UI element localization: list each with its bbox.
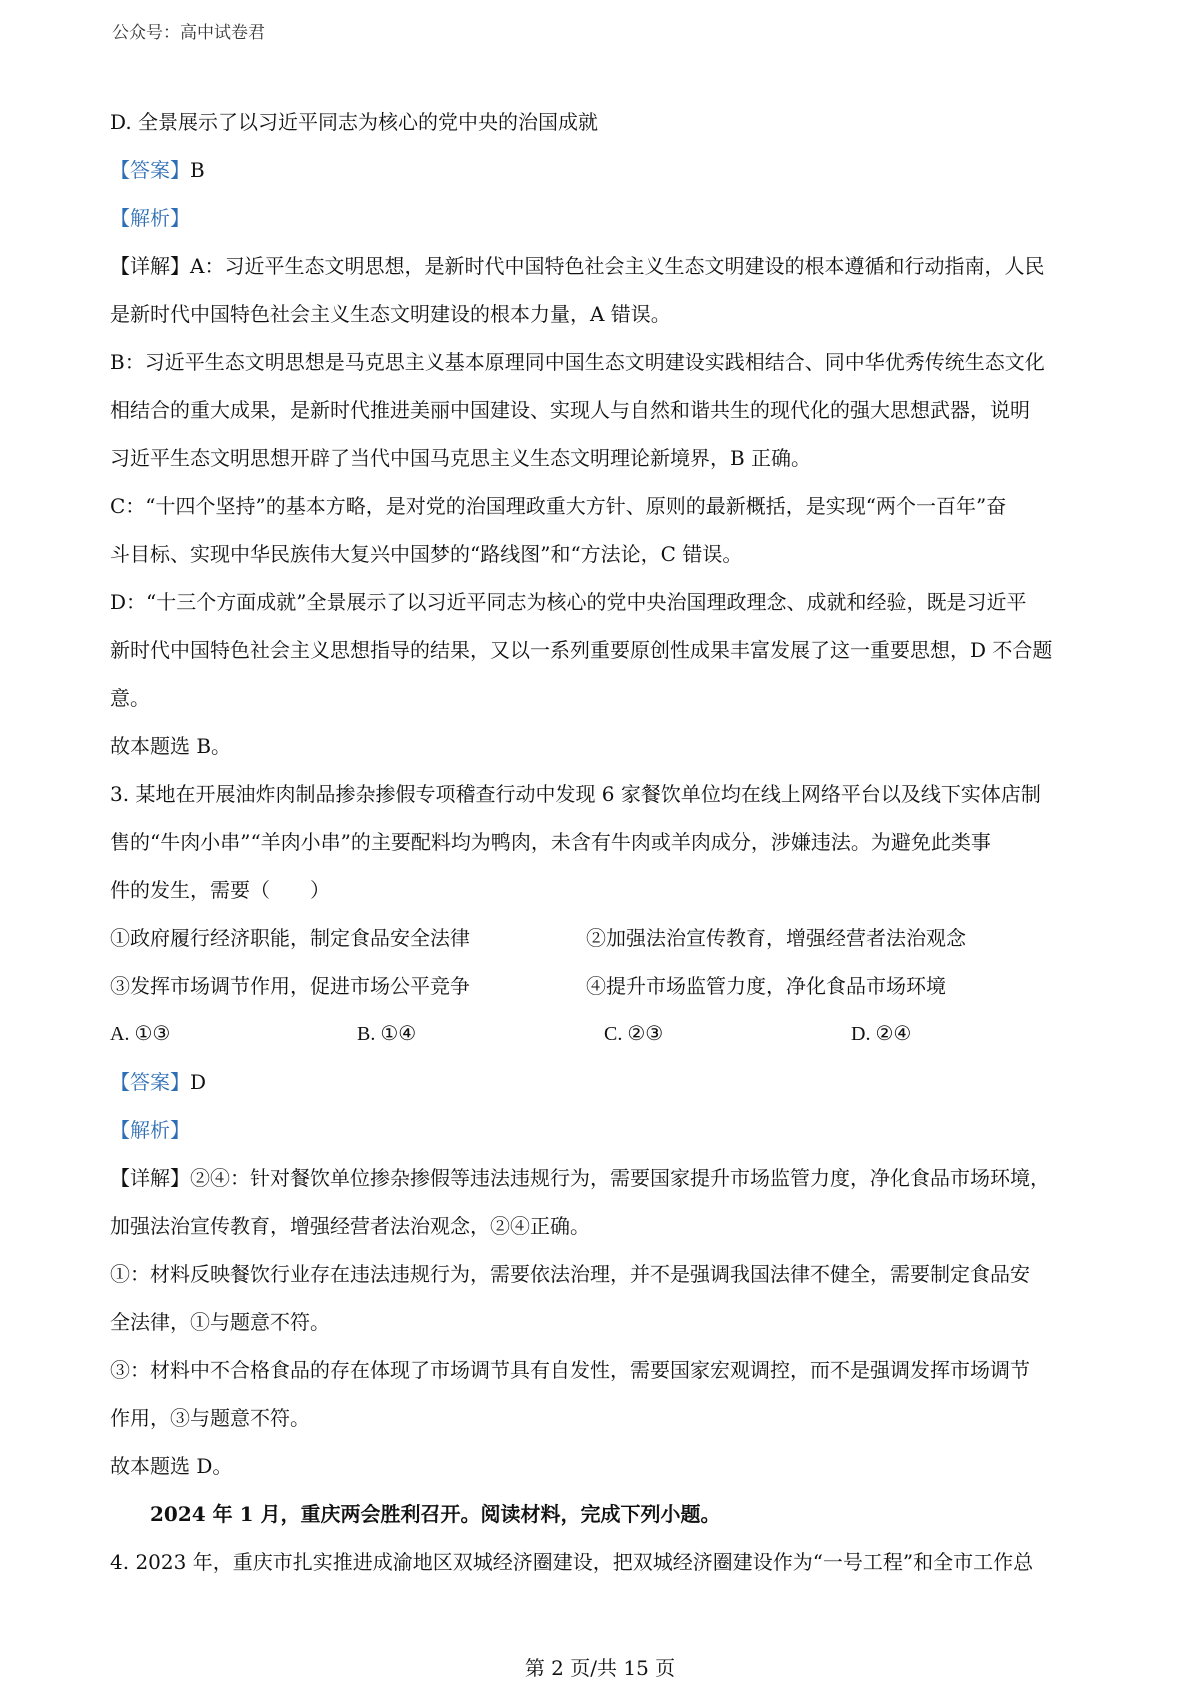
q2-analysis-tag: 【解析】 — [110, 206, 190, 230]
q2-detail-line: 意。 — [110, 686, 150, 710]
q3-stem-line: 件的发生，需要（ ） — [110, 878, 330, 902]
q2-detail-line: C：“十四个坚持”的基本方略，是对党的治国理政重大方针、原则的最新概括，是实现“两个一百年”奋 — [110, 494, 1007, 518]
statement-4: ④提升市场监管力度，净化食品市场环境 — [586, 974, 946, 998]
detail-text: A：习近平生态文明思想，是新时代中国特色社会主义生态文明建设的根本遵循和行动指南，人民 — [190, 254, 1045, 278]
q4-stem-line: 4. 2023 年，重庆市扎实推进成渝地区双城经济圈建设，把双城经济圈建设作为“一号工程”和全市工作总 — [110, 1550, 1034, 1574]
q4-intro: 2024 年 1 月，重庆两会胜利召开。阅读材料，完成下列小题。 — [150, 1502, 721, 1526]
choice-c: C. ②③ — [604, 1023, 664, 1045]
q2-detail-line: 新时代中国特色社会主义思想指导的结果，又以一系列重要原创性成果丰富发展了这一重要思想，D 不合题 — [110, 638, 1053, 662]
q2-detail-line: 是新时代中国特色社会主义生态文明建设的根本力量，A 错误。 — [110, 302, 671, 326]
q3-statements-row — [110, 914, 1100, 962]
answer-tag: 【答案】 — [110, 158, 190, 182]
document-body — [110, 98, 1100, 1586]
statement-3: ③发挥市场调节作用，促进市场公平竞争 — [110, 974, 470, 998]
q2-detail-line: 斗目标、实现中华民族伟大复兴中国梦的“路线图”和“方法论，C 错误。 — [110, 542, 743, 566]
page-number: 第 2 页/共 15 页 — [524, 1656, 676, 1680]
q3-detail-line: 加强法治宣传教育，增强经营者法治观念，②④正确。 — [110, 1214, 590, 1238]
answer-tag: 【答案】 — [110, 1070, 190, 1094]
q3-statements-row — [110, 962, 1100, 1010]
statement-1: ①政府履行经济职能，制定食品安全法律 — [110, 926, 470, 950]
choice-a: A. ①③ — [110, 1023, 171, 1045]
q2-conclusion: 故本题选 B。 — [110, 734, 232, 758]
answer-value: D — [190, 1070, 207, 1094]
q3-detail-line — [110, 1154, 1100, 1202]
q2-detail-line: B：习近平生态文明思想是马克思主义基本原理同中国生态文明建设实践相结合、同中华优秀传统生态文化 — [110, 350, 1045, 374]
q2-detail-line: 习近平生态文明思想开辟了当代中国马克思主义生态文明理论新境界，B 正确。 — [110, 446, 812, 470]
answer-value: B — [190, 158, 205, 182]
q2-detail-line: D：“十三个方面成就”全景展示了以习近平同志为核心的党中央治国理政理念、成就和经验，既是习近平 — [110, 590, 1027, 614]
q2-option-d: D. 全景展示了以习近平同志为核心的党中央的治国成就 — [110, 110, 599, 134]
detail-tag: 【详解】 — [110, 1166, 190, 1190]
q3-answer — [110, 1058, 1100, 1106]
q3-conclusion: 故本题选 D。 — [110, 1454, 233, 1478]
q3-stem-line: 售的“牛肉小串”“羊肉小串”的主要配料均为鸭肉，未含有牛肉或羊肉成分，涉嫌违法。为避免此类事 — [110, 830, 991, 854]
q2-detail-line — [110, 242, 1100, 290]
choice-b: B. ①④ — [357, 1023, 417, 1045]
detail-tag: 【详解】 — [110, 254, 190, 278]
q2-answer — [110, 146, 1100, 194]
q3-choices — [110, 1010, 1100, 1058]
q3-detail-line: ①：材料反映餐饮行业存在违法违规行为，需要依法治理，并不是强调我国法律不健全，需要制定食品安 — [110, 1262, 1030, 1286]
q3-analysis-tag: 【解析】 — [110, 1118, 190, 1142]
q3-stem-line: 3. 某地在开展油炸肉制品掺杂掺假专项稽查行动中发现 6 家餐饮单位均在线上网络平台以及线下实体店制 — [110, 782, 1041, 806]
choice-d: D. ②④ — [851, 1023, 912, 1045]
detail-text: ②④：针对餐饮单位掺杂掺假等违法违规行为，需要国家提升市场监管力度，净化食品市场环境， — [190, 1166, 1050, 1190]
q3-detail-line: ③：材料中不合格食品的存在体现了市场调节具有自发性，需要国家宏观调控，而不是强调发挥市场调节 — [110, 1358, 1030, 1382]
source-header: 公众号：高中试卷君 — [112, 23, 265, 43]
q2-detail-line: 相结合的重大成果，是新时代推进美丽中国建设、实现人与自然和谐共生的现代化的强大思想武器，说明 — [110, 398, 1030, 422]
q3-detail-line: 全法律，①与题意不符。 — [110, 1310, 330, 1334]
q3-detail-line: 作用，③与题意不符。 — [110, 1406, 310, 1430]
statement-2: ②加强法治宣传教育，增强经营者法治观念 — [586, 926, 966, 950]
